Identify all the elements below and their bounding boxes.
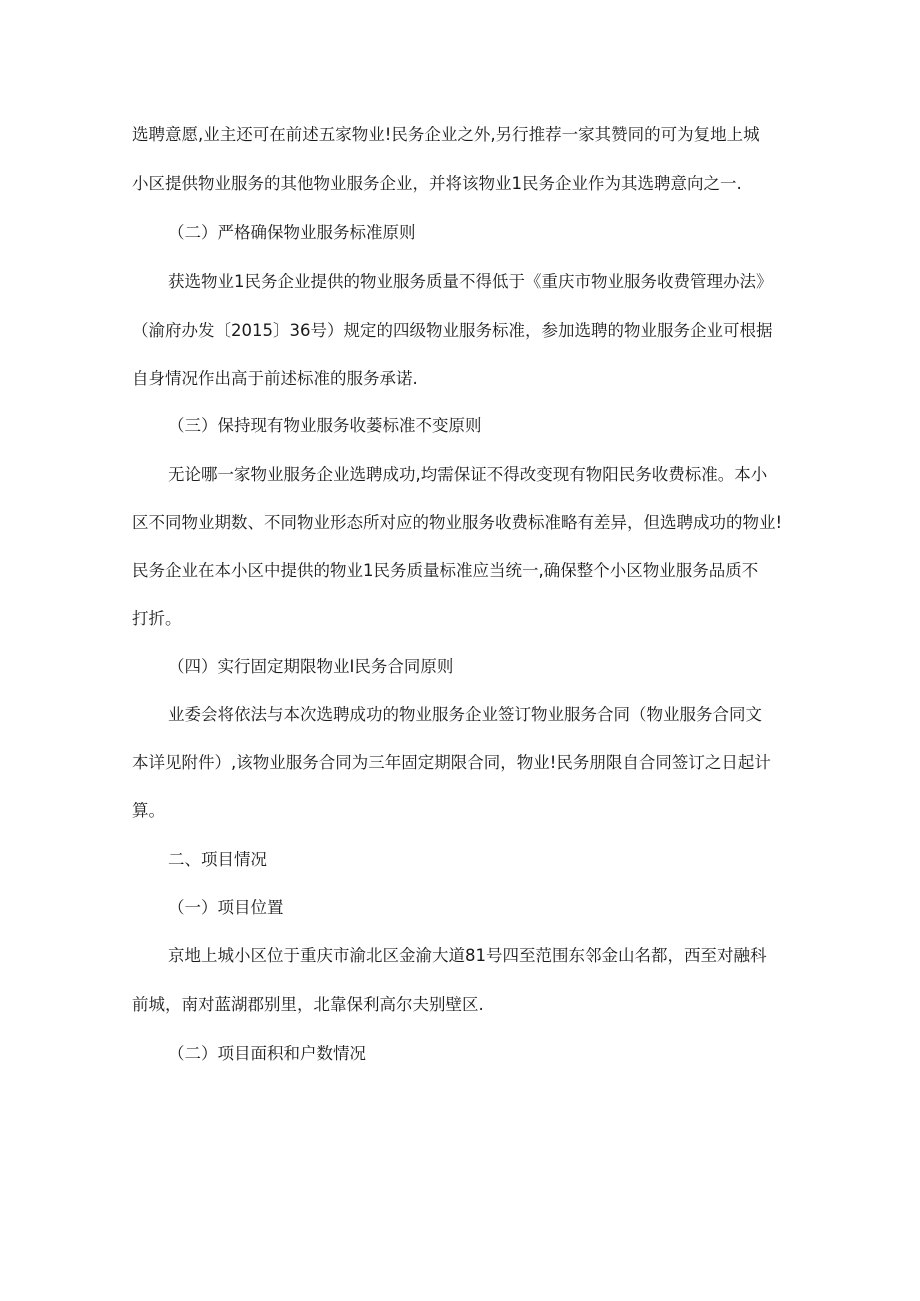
text-line: 算。 <box>132 801 165 820</box>
text-line: （渝府办发〔2015〕36号）规定的四级物业服务标准，参加选聘的物业服务企业可根据 <box>132 321 773 340</box>
text-line: 获选物业1民务企业提供的物业服务质量不得低于《重庆市物业服务收费管理办法》 <box>168 272 773 291</box>
text-line: 自身情况作出高于前述标准的服务承诺. <box>132 369 418 388</box>
text-line: 京地上城小区位于重庆市渝北区金渝大道81号四至范围东邻金山名都，西至对融科 <box>168 946 767 965</box>
text-line: 本详见附件）,该物业服务合同为三年固定期限合同，物业!民务朋限自合同签订之日起计 <box>132 753 771 772</box>
text-line: 选聘意愿,业主还可在前述五家物业!民务企业之外,另行推荐一家其赞同的可为复地上城 <box>132 125 760 144</box>
section-heading: （二）项目面积和户数情况 <box>168 1044 366 1063</box>
text-line: 前城，南对蓝湖郡别里，北靠保利高尔夫别壁区. <box>132 995 484 1014</box>
text-line: 民务企业在本小区中提供的物业1民务质量标准应当统一,确保整个小区物业服务品质不 <box>132 561 759 580</box>
text-line: 业委会将依法与本次选聘成功的物业服务企业签订物业服务合同（物业服务合同文 <box>168 705 762 724</box>
section-heading: （三）保持现有物业服务收蒌标准不变原则 <box>168 416 482 435</box>
section-heading: （一）项目位置 <box>168 898 284 917</box>
section-heading: （二）严格确保物业服务标准原则 <box>168 223 416 242</box>
section-heading: （四）实行固定期限物业I民务合同原则 <box>168 657 454 676</box>
text-line: 区不同物业期数、不同物业形态所对应的物业服务收费标准略有差异，但选聘成功的物业! <box>132 513 783 532</box>
text-line: 打折。 <box>132 609 182 628</box>
text-line: 小区提供物业服务的其他物业服务企业，并将该物业1民务企业作为其选聘意向之一. <box>132 174 742 193</box>
chapter-heading: 二、项目情况 <box>168 850 267 869</box>
text-line: 无论哪一家物业服务企业选聘成功,均需保证不得改变现有物阳民务收费标准。本小 <box>168 465 768 484</box>
